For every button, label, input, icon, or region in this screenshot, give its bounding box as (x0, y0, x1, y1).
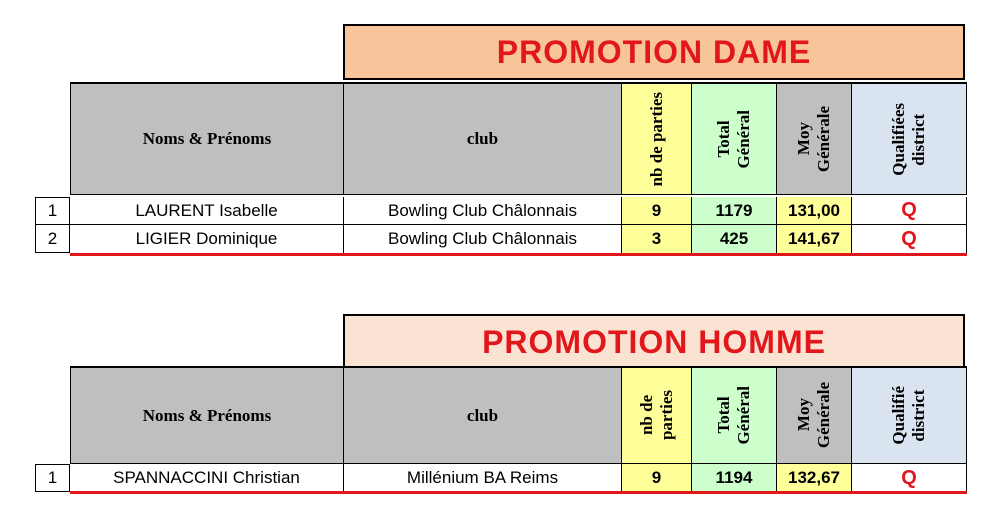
header-total-line1: Total (714, 396, 733, 435)
name-text: LAURENT Isabelle (135, 200, 278, 220)
section-title-dame (343, 24, 965, 80)
header-parties-line2: parties (656, 390, 676, 441)
header-club (343, 84, 621, 194)
table-row (35, 464, 967, 492)
parties-text: 9 (651, 468, 662, 487)
header-moy-text (794, 106, 834, 172)
header-name-text: Noms & Prénoms (142, 405, 272, 425)
header-club-text: club (466, 405, 499, 425)
header-qualified-text (889, 103, 929, 176)
table-bottom-rule (70, 253, 967, 256)
header-moy-text (794, 382, 834, 448)
total-cell (691, 197, 776, 225)
header-total-text (714, 110, 754, 169)
table-header-homme (70, 366, 967, 464)
rank-text: 1 (47, 468, 58, 487)
header-club (343, 368, 621, 463)
parties-cell (621, 464, 691, 492)
club-cell (343, 197, 621, 225)
qualified-text: Q (901, 227, 917, 250)
club-text: Bowling Club Châlonnais (387, 200, 577, 220)
total-cell (691, 464, 776, 492)
club-cell (343, 225, 621, 253)
section-title-text: PROMOTION DAME (496, 33, 812, 70)
header-parties-line: nb de parties (646, 91, 666, 187)
header-total-line2: Général (734, 109, 753, 169)
table-row (35, 225, 967, 253)
header-name (70, 84, 343, 194)
moy-text: 131,00 (788, 200, 840, 220)
header-parties-text (647, 92, 667, 186)
moy-cell (776, 197, 851, 225)
header-club-text: club (466, 129, 499, 148)
header-moy-line2: Générale (814, 382, 833, 449)
header-qualified-line1: Qualifié (889, 386, 908, 445)
total-text: 1179 (715, 200, 753, 220)
rank-text: 1 (47, 201, 58, 220)
parties-text: 3 (651, 229, 662, 248)
header-total-text (714, 386, 754, 445)
club-cell (343, 464, 621, 492)
moy-cell (776, 225, 851, 253)
total-text: 425 (719, 229, 749, 248)
parties-cell (621, 225, 691, 253)
name-text: SPANNACCINI Christian (113, 468, 300, 487)
rank-cell (35, 464, 70, 492)
moy-text: 132,67 (788, 468, 840, 487)
header-name-text: Noms & Prénoms (142, 129, 272, 148)
header-qualified (851, 84, 967, 194)
qualified-text: Q (901, 466, 917, 489)
section-title-homme (343, 314, 965, 370)
moy-text: 141,67 (788, 229, 840, 248)
rank-text: 2 (47, 228, 58, 248)
total-text: 1194 (715, 468, 753, 487)
qualified-cell (851, 225, 967, 253)
header-moy-line2: Générale (814, 105, 833, 173)
parties-text: 9 (651, 200, 662, 220)
header-qualified (851, 368, 967, 463)
header-parties-text (637, 390, 677, 440)
header-qualified-line1: Qualifiées (889, 102, 908, 176)
section-title-text: PROMOTION HOMME (482, 323, 826, 360)
club-text: Millénium BA Reims (406, 468, 559, 487)
header-parties (621, 368, 691, 463)
header-parties (621, 84, 691, 194)
header-moy-line1: Moy (794, 398, 813, 433)
rank-cell (35, 197, 70, 225)
header-total (691, 84, 776, 194)
table-header-dame (70, 82, 967, 195)
name-cell (70, 464, 343, 492)
header-qualified-text (889, 386, 929, 445)
moy-cell (776, 464, 851, 492)
table-bottom-rule (70, 491, 967, 494)
header-total-line1: Total (714, 120, 733, 158)
header-moy-line1: Moy (794, 122, 813, 156)
header-qualified-line2: district (909, 389, 928, 442)
header-total (691, 368, 776, 463)
qualified-cell (851, 464, 967, 492)
header-total-line2: Général (734, 386, 753, 445)
qualified-text: Q (901, 199, 917, 221)
table-row (35, 197, 967, 225)
parties-cell (621, 197, 691, 225)
header-moy (776, 368, 851, 463)
header-qualified-line2: district (909, 113, 928, 165)
qualified-cell (851, 197, 967, 225)
name-cell (70, 225, 343, 253)
header-moy (776, 84, 851, 194)
rank-cell (35, 225, 70, 253)
header-parties-line1: nb de (636, 395, 656, 436)
club-text: Bowling Club Châlonnais (387, 229, 577, 248)
total-cell (691, 225, 776, 253)
name-cell (70, 197, 343, 225)
header-name (70, 368, 343, 463)
name-text: LIGIER Dominique (135, 229, 278, 248)
